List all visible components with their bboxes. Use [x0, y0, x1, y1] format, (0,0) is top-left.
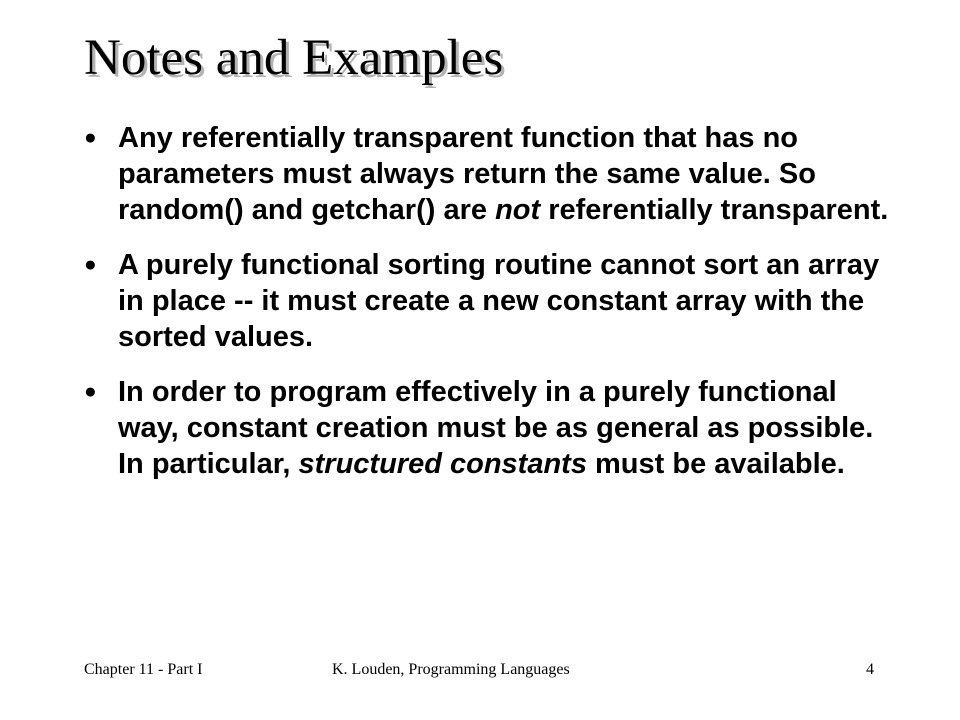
bullet-text-3: In order to program effectively in a purely functional way, constant creation must be as general as possible. In particular, structured constants must be available. — [118, 376, 874, 480]
bullet-item-3 — [84, 374, 904, 482]
bullet-item-2 — [84, 247, 904, 355]
bullet-dot-icon: ● — [84, 126, 97, 149]
bullet-dot-icon: ● — [84, 253, 97, 276]
footer-chapter: Chapter 11 - Part I — [84, 661, 203, 678]
bullet-item-1 — [84, 120, 904, 228]
bullet-dot-icon: ● — [84, 380, 97, 403]
footer-author: K. Louden, Programming Languages — [332, 661, 570, 678]
slide-title: Notes and Examples — [84, 30, 504, 86]
bullet-text-2: A purely functional sorting routine cannot sort an array in place -- it must create a new constant array with the sorted values. — [118, 249, 880, 353]
bullet-list — [84, 120, 904, 501]
bullet-text-1: Any referentially transparent function that has no parameters must always return the same value. So random() and getchar() are not referentially transparent. — [118, 122, 889, 226]
page-number: 4 — [866, 661, 874, 678]
